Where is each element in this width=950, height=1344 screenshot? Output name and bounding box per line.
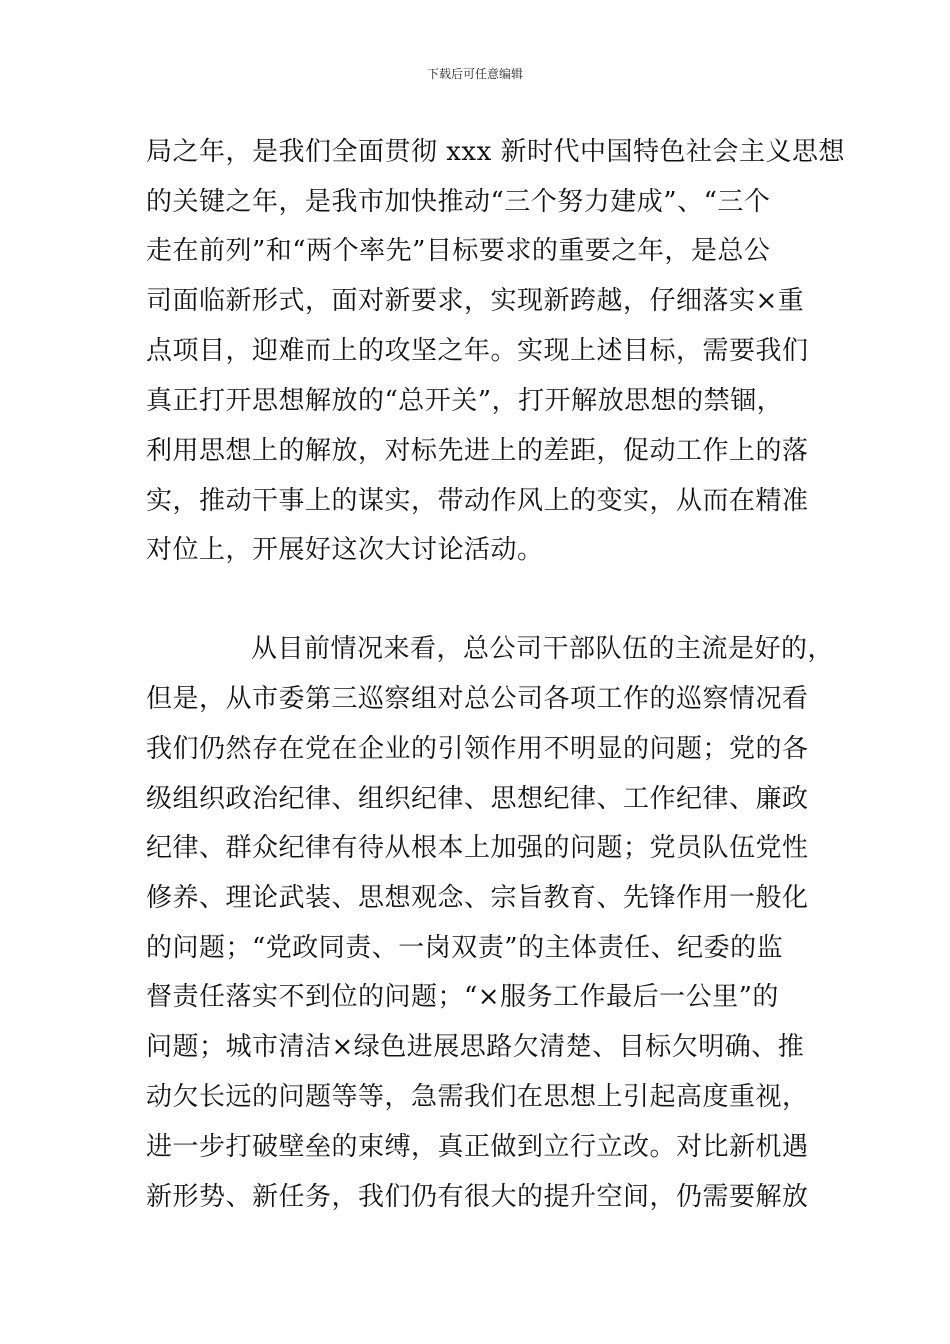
paragraph-2-line-4: 级组织政治纪律、组织纪律、思想纪律、工作纪律、廉政 (146, 784, 809, 814)
paragraph-2-line-1: 从目前情况来看，总公司干部队伍的主流是好的， (251, 634, 835, 664)
paragraph-2-line-10: 动欠长远的问题等等，急需我们在思想上引起高度重视， (146, 1082, 809, 1112)
paragraph-1-line-7: 利用思想上的解放，对标先进上的差距，促动工作上的落 (146, 436, 809, 466)
paragraph-2-line-11: 进一步打破壁垒的束缚，真正做到立行立改。对比新机遇 (146, 1132, 809, 1162)
paragraph-1-line-9: 对位上，开展好这次大讨论活动。 (146, 535, 544, 565)
paragraph-2-line-3: 我们仍然存在党在企业的引领作用不明显的问题；党的各 (146, 734, 809, 764)
paragraph-2-line-2: 但是，从市委第三巡察组对总公司各项工作的巡察情况看 (146, 684, 809, 714)
paragraph-1-line-3: 走在前列”和“两个率先”目标要求的重要之年，是总公 (146, 236, 771, 266)
paragraph-2-line-8: 督责任落实不到位的问题；“×服务工作最后一公里”的 (146, 982, 779, 1012)
paragraph-2-line-12: 新形势、新任务，我们仍有很大的提升空间，仍需要解放 (146, 1182, 809, 1212)
paragraph-2-line-5: 纪律、群众纪律有待从根本上加强的问题；党员队伍党性 (146, 833, 809, 863)
paragraph-1-line-1: 局之年，是我们全面贯彻 xxx 新时代中国特色社会主义思想 (146, 137, 846, 167)
paragraph-1-line-6: 真正打开思想解放的“总开关”，打开解放思想的禁锢， (146, 386, 784, 416)
paragraph-1-line-2: 的关键之年，是我市加快推动“三个努力建成”、“三个 (146, 187, 771, 217)
paragraph-1-line-4: 司面临新形式，面对新要求，实现新跨越，仔细落实×重 (146, 286, 805, 316)
paragraph-1-line-8: 实，推动干事上的谋实，带动作风上的变实，从而在精准 (146, 486, 809, 516)
paragraph-2-line-6: 修养、理论武装、思想观念、宗旨教育、先锋作用一般化 (146, 883, 809, 913)
paragraph-2-line-9: 问题；城市清洁×绿色进展思路欠清楚、目标欠明确、推 (146, 1032, 805, 1062)
page-header-note: 下载后可任意编辑 (426, 67, 523, 81)
paragraph-2-line-7: 的问题；“党政同责、一岗双责”的主体责任、纪委的监 (146, 933, 784, 963)
paragraph-1-line-5: 点项目，迎难而上的攻坚之年。实现上述目标，需要我们 (146, 336, 809, 366)
